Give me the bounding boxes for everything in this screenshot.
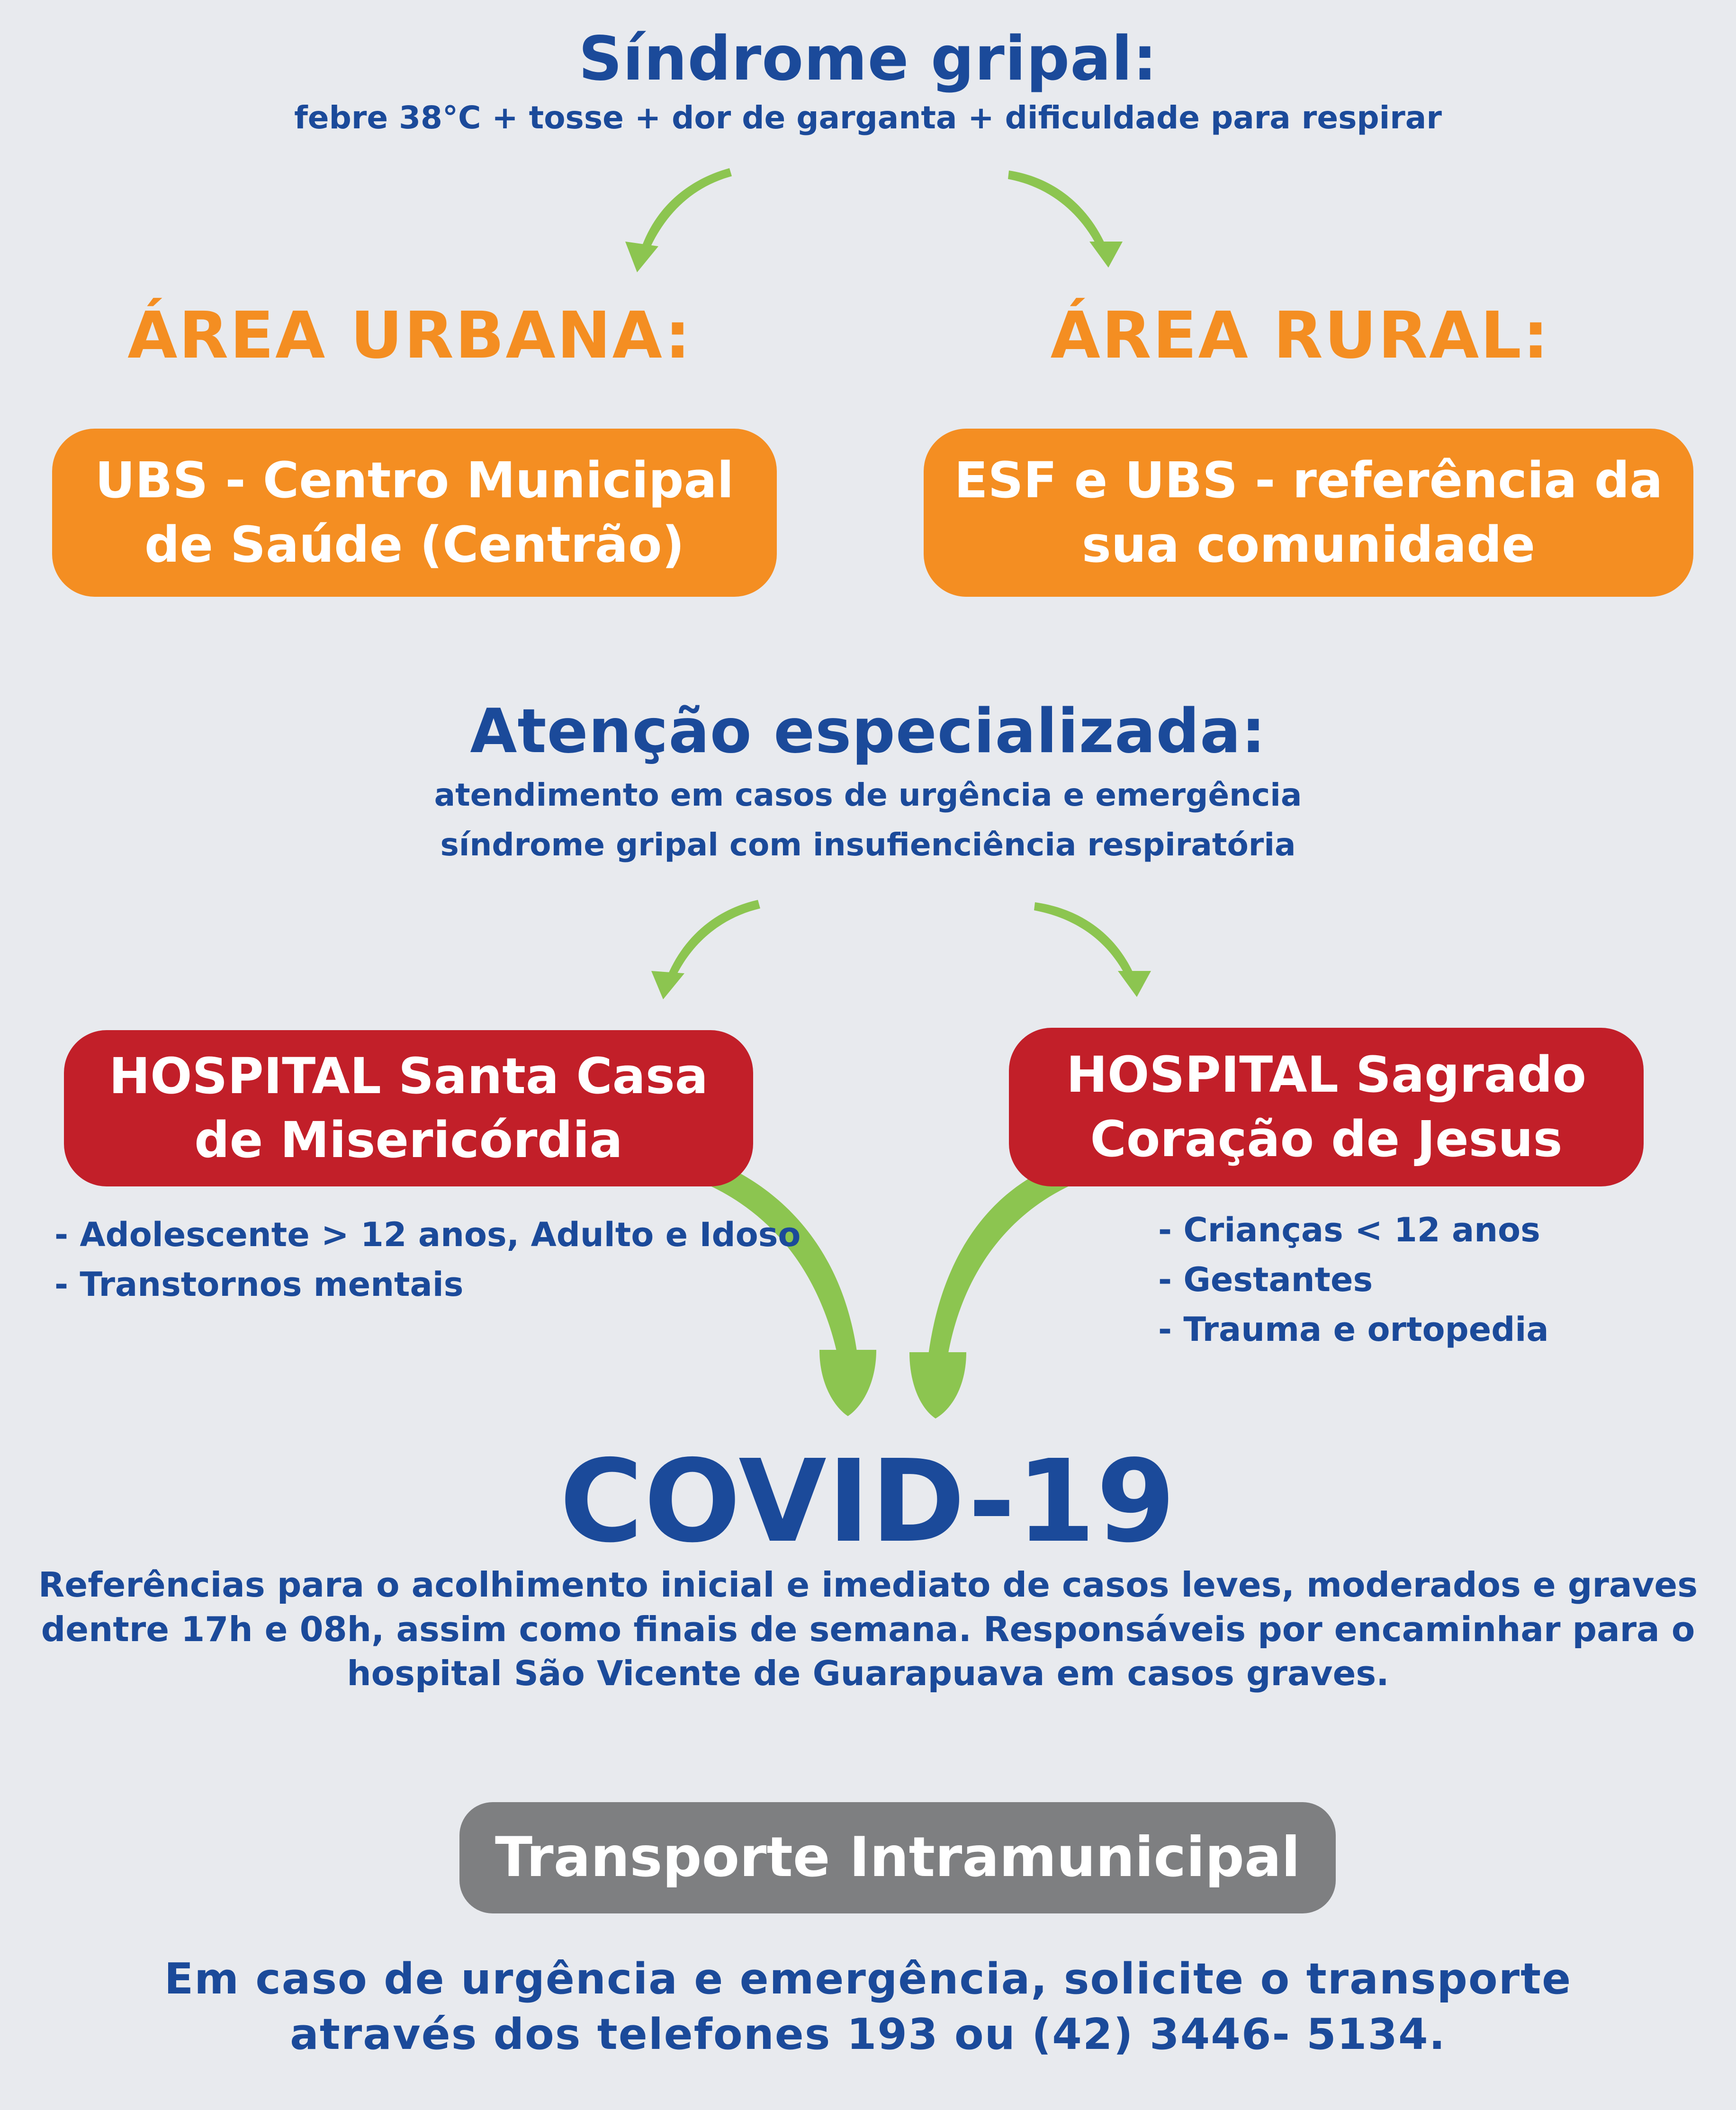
ubs-centro-municipal-box xyxy=(52,429,777,597)
arrow-head-urbana xyxy=(625,242,658,272)
arrow-to-santa-casa xyxy=(666,900,760,983)
list-item: - Crianças < 12 anos xyxy=(1158,1211,1540,1249)
covid-line3: hospital São Vicente de Guarapuava em casos graves. xyxy=(347,1653,1389,1694)
list-item: - Gestantes xyxy=(1158,1260,1373,1299)
area-urbana-heading: ÁREA URBANA: xyxy=(127,298,692,373)
esf-box-line1: ESF e UBS - referência da xyxy=(954,451,1663,510)
santa-casa-services-list xyxy=(54,1210,812,1310)
ubs-box-line2: de Saúde (Centrão) xyxy=(144,515,685,574)
esf-ubs-box xyxy=(924,429,1693,597)
transporte-intramunicipal-label: Transporte Intramunicipal xyxy=(459,1802,1336,1913)
hospital-santa-casa-box xyxy=(64,1030,753,1186)
ubs-box-line1: UBS - Centro Municipal xyxy=(95,451,734,510)
list-item: - Adolescente > 12 anos, Adulto e Idoso xyxy=(54,1215,801,1254)
list-item: - Trauma e ortopedia xyxy=(1158,1310,1549,1349)
covid-line2: dentre 17h e 08h, assim como finais de semana. Responsáveis por encaminhar para o xyxy=(41,1609,1695,1649)
arrow-head-sagrado xyxy=(1118,971,1151,997)
arrow-to-sagrado xyxy=(1034,902,1134,979)
transporte-line1: Em caso de urgência e emergência, solicite o transporte xyxy=(164,1954,1572,2004)
atencao-line1: atendimento em casos de urgência e emergência xyxy=(434,777,1302,813)
sagrado-services-list xyxy=(1158,1205,1703,1355)
sindrome-gripal-subtitle: febre 38°C + tosse + dor de garganta + dificuldade para respirar xyxy=(294,99,1442,136)
arrow-head-rural xyxy=(1089,242,1123,268)
arrow-to-urbana xyxy=(639,168,732,256)
covid-title: COVID-19 xyxy=(559,1435,1177,1568)
covid-line1: Referências para o acolhimento inicial e imediato de casos leves, moderados e graves xyxy=(38,1565,1698,1605)
santa-casa-line1: HOSPITAL Santa Casa xyxy=(109,1047,708,1105)
area-rural-heading: ÁREA RURAL: xyxy=(1050,298,1550,373)
covid-description xyxy=(0,1563,1736,1696)
sagrado-line1: HOSPITAL Sagrado xyxy=(1066,1046,1586,1104)
atencao-line2: síndrome gripal com insufienciência respiratória xyxy=(440,826,1296,863)
arrow-head-santa-casa xyxy=(651,971,684,999)
arrow-to-rural xyxy=(1008,171,1106,250)
esf-box-line2: sua comunidade xyxy=(1081,515,1536,574)
transporte-info xyxy=(0,1951,1736,2062)
sagrado-line2: Coração de Jesus xyxy=(1090,1110,1563,1168)
arrow-head-covid-left xyxy=(819,1350,876,1416)
atencao-especializada-title: Atenção especializada: xyxy=(470,696,1266,767)
list-item: - Transtornos mentais xyxy=(54,1265,464,1304)
santa-casa-line2: de Misericórdia xyxy=(194,1111,623,1169)
hospital-sagrado-coracao-box xyxy=(1009,1028,1644,1186)
sindrome-gripal-title: Síndrome gripal: xyxy=(578,24,1158,94)
transporte-line2: através dos telefones 193 ou (42) 3446- 5134. xyxy=(290,2010,1446,2059)
arrow-head-covid-right xyxy=(909,1352,966,1419)
